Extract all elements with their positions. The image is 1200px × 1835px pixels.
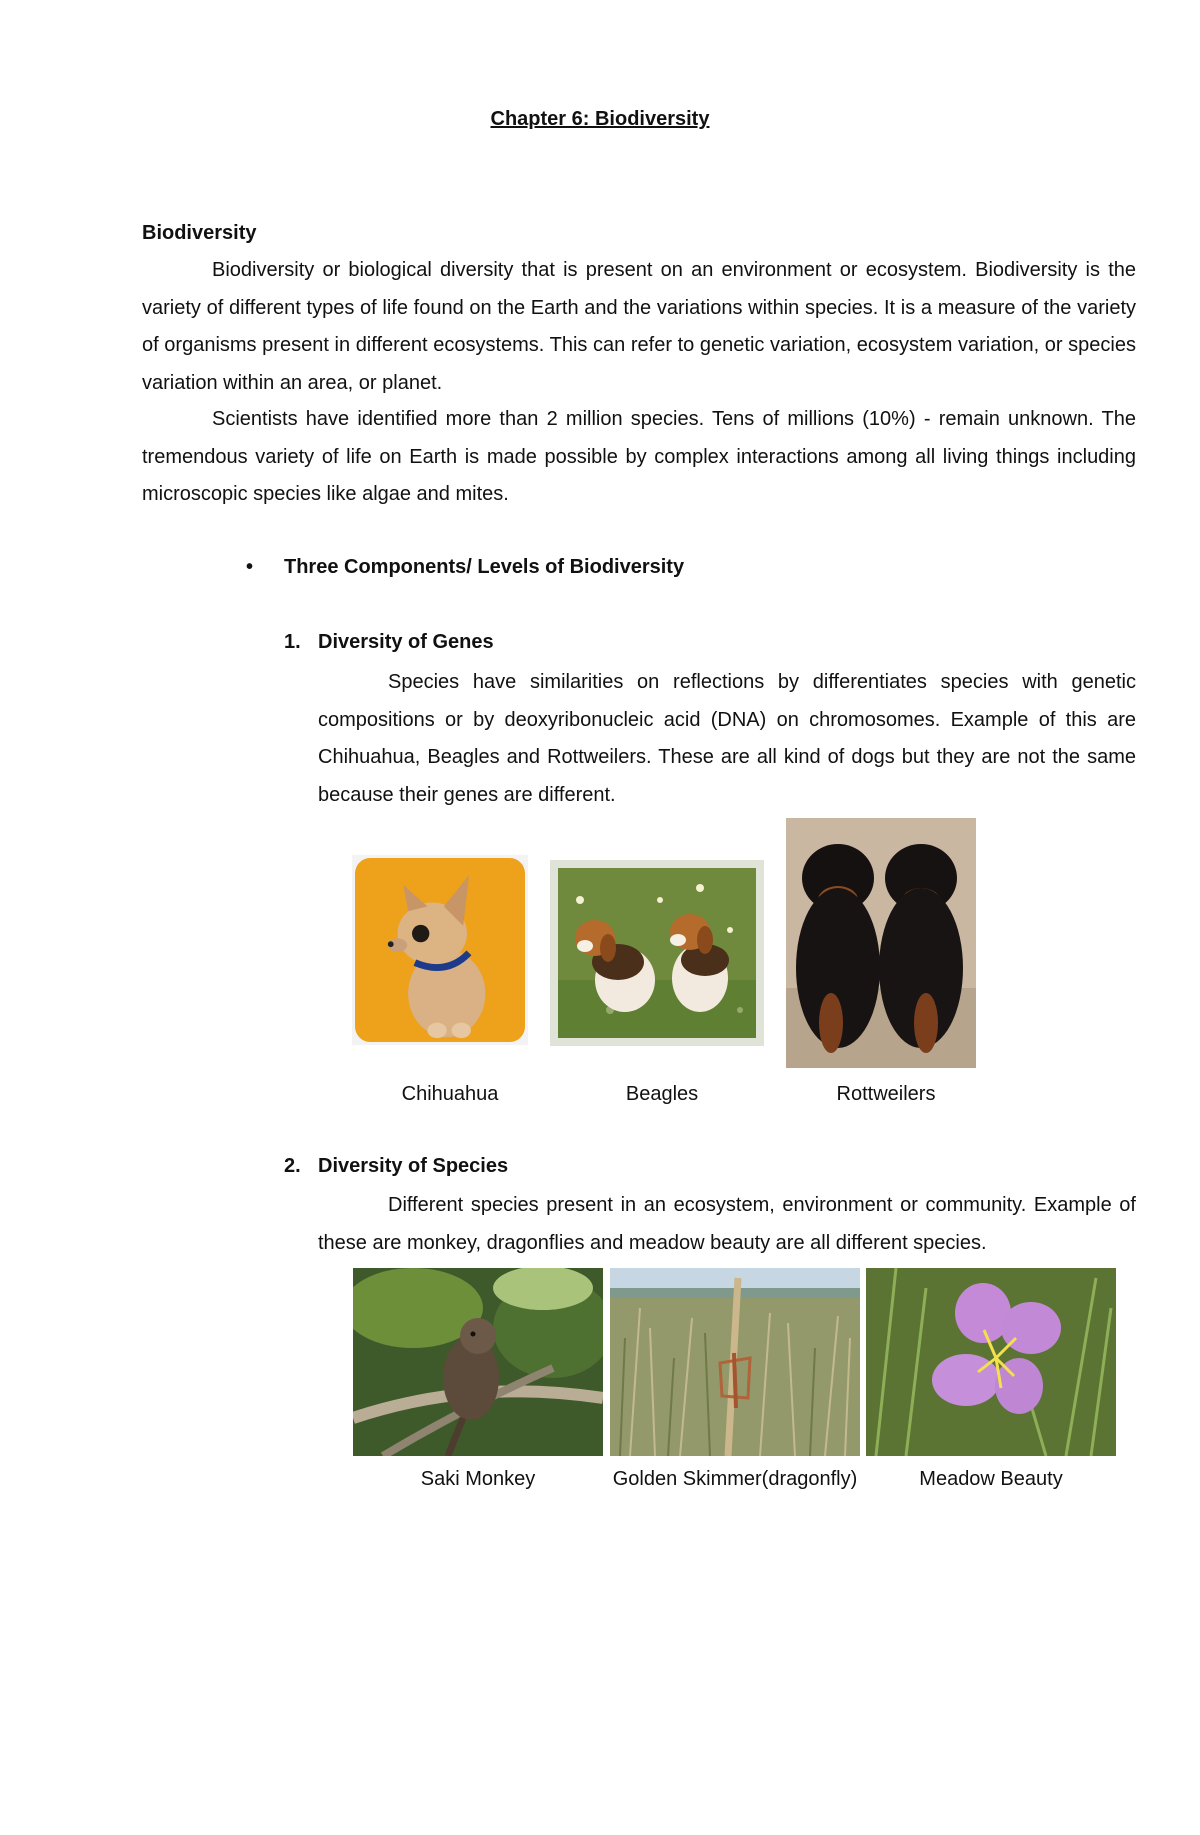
golden-skimmer-photo [610,1268,860,1456]
golden-skimmer-caption: Golden Skimmer(dragonfly) [612,1468,858,1490]
beagles-caption: Beagles [625,1083,699,1105]
chapter-title: Chapter 6: Biodiversity [490,108,710,130]
species-paragraph [318,1187,1136,1262]
paragraph-text: Scientists have identified more than 2 million species. Tens of millions (10%) - remain unknown. The tremendous variety of life on Earth is made possible by complex interactions among all living things including microscopic species like algae and mites. [142,408,1136,505]
species-heading [284,1155,508,1178]
list-heading: Diversity of Genes [318,631,494,653]
list-heading: Diversity of Species [318,1155,509,1177]
saki-monkey-photo [353,1268,603,1456]
rottweilers-caption: Rottweilers [836,1083,936,1105]
paragraph-text: Biodiversity or biological diversity that is present on an environment or ecosystem. Biodiversity is the variety of different types of life found on the Earth and the variations within species. It is a measure of the variety of organisms present in different ecosystems. This can refer to genetic variation, ecosystem variation, or species variation within an area, or planet. [142,259,1136,394]
rottweilers-photo [786,818,976,1068]
intro-paragraph [142,252,1136,402]
species-count-paragraph [142,401,1136,514]
chihuahua-caption: Chihuahua [401,1083,499,1105]
chihuahua-photo [352,855,528,1045]
list-number: 1. [284,631,301,653]
paragraph-text: Different species present in an ecosystem, environment or community. Example of these are monkey, dragonflies and meadow beauty are all different species. [318,1194,1136,1254]
section-heading: Biodiversity [142,222,257,244]
bullet-heading: Three Components/ Levels of Biodiversity [284,556,685,578]
bullet-icon: • [246,556,254,578]
meadow-beauty-caption: Meadow Beauty [919,1468,1063,1490]
genes-heading [284,631,494,654]
beagles-photo [550,860,764,1046]
genes-paragraph [318,664,1136,814]
list-number: 2. [284,1155,301,1177]
paragraph-text: Species have similarities on reflections by differentiates species with genetic compositions or by deoxyribonucleic acid (DNA) on chromosomes. Example of this are Chihuahua, Beagles and Rottweilers. These are all kind of dogs but they are not the same because their genes are different. [318,671,1136,806]
meadow-beauty-photo [866,1268,1116,1456]
saki-monkey-caption: Saki Monkey [420,1468,536,1490]
